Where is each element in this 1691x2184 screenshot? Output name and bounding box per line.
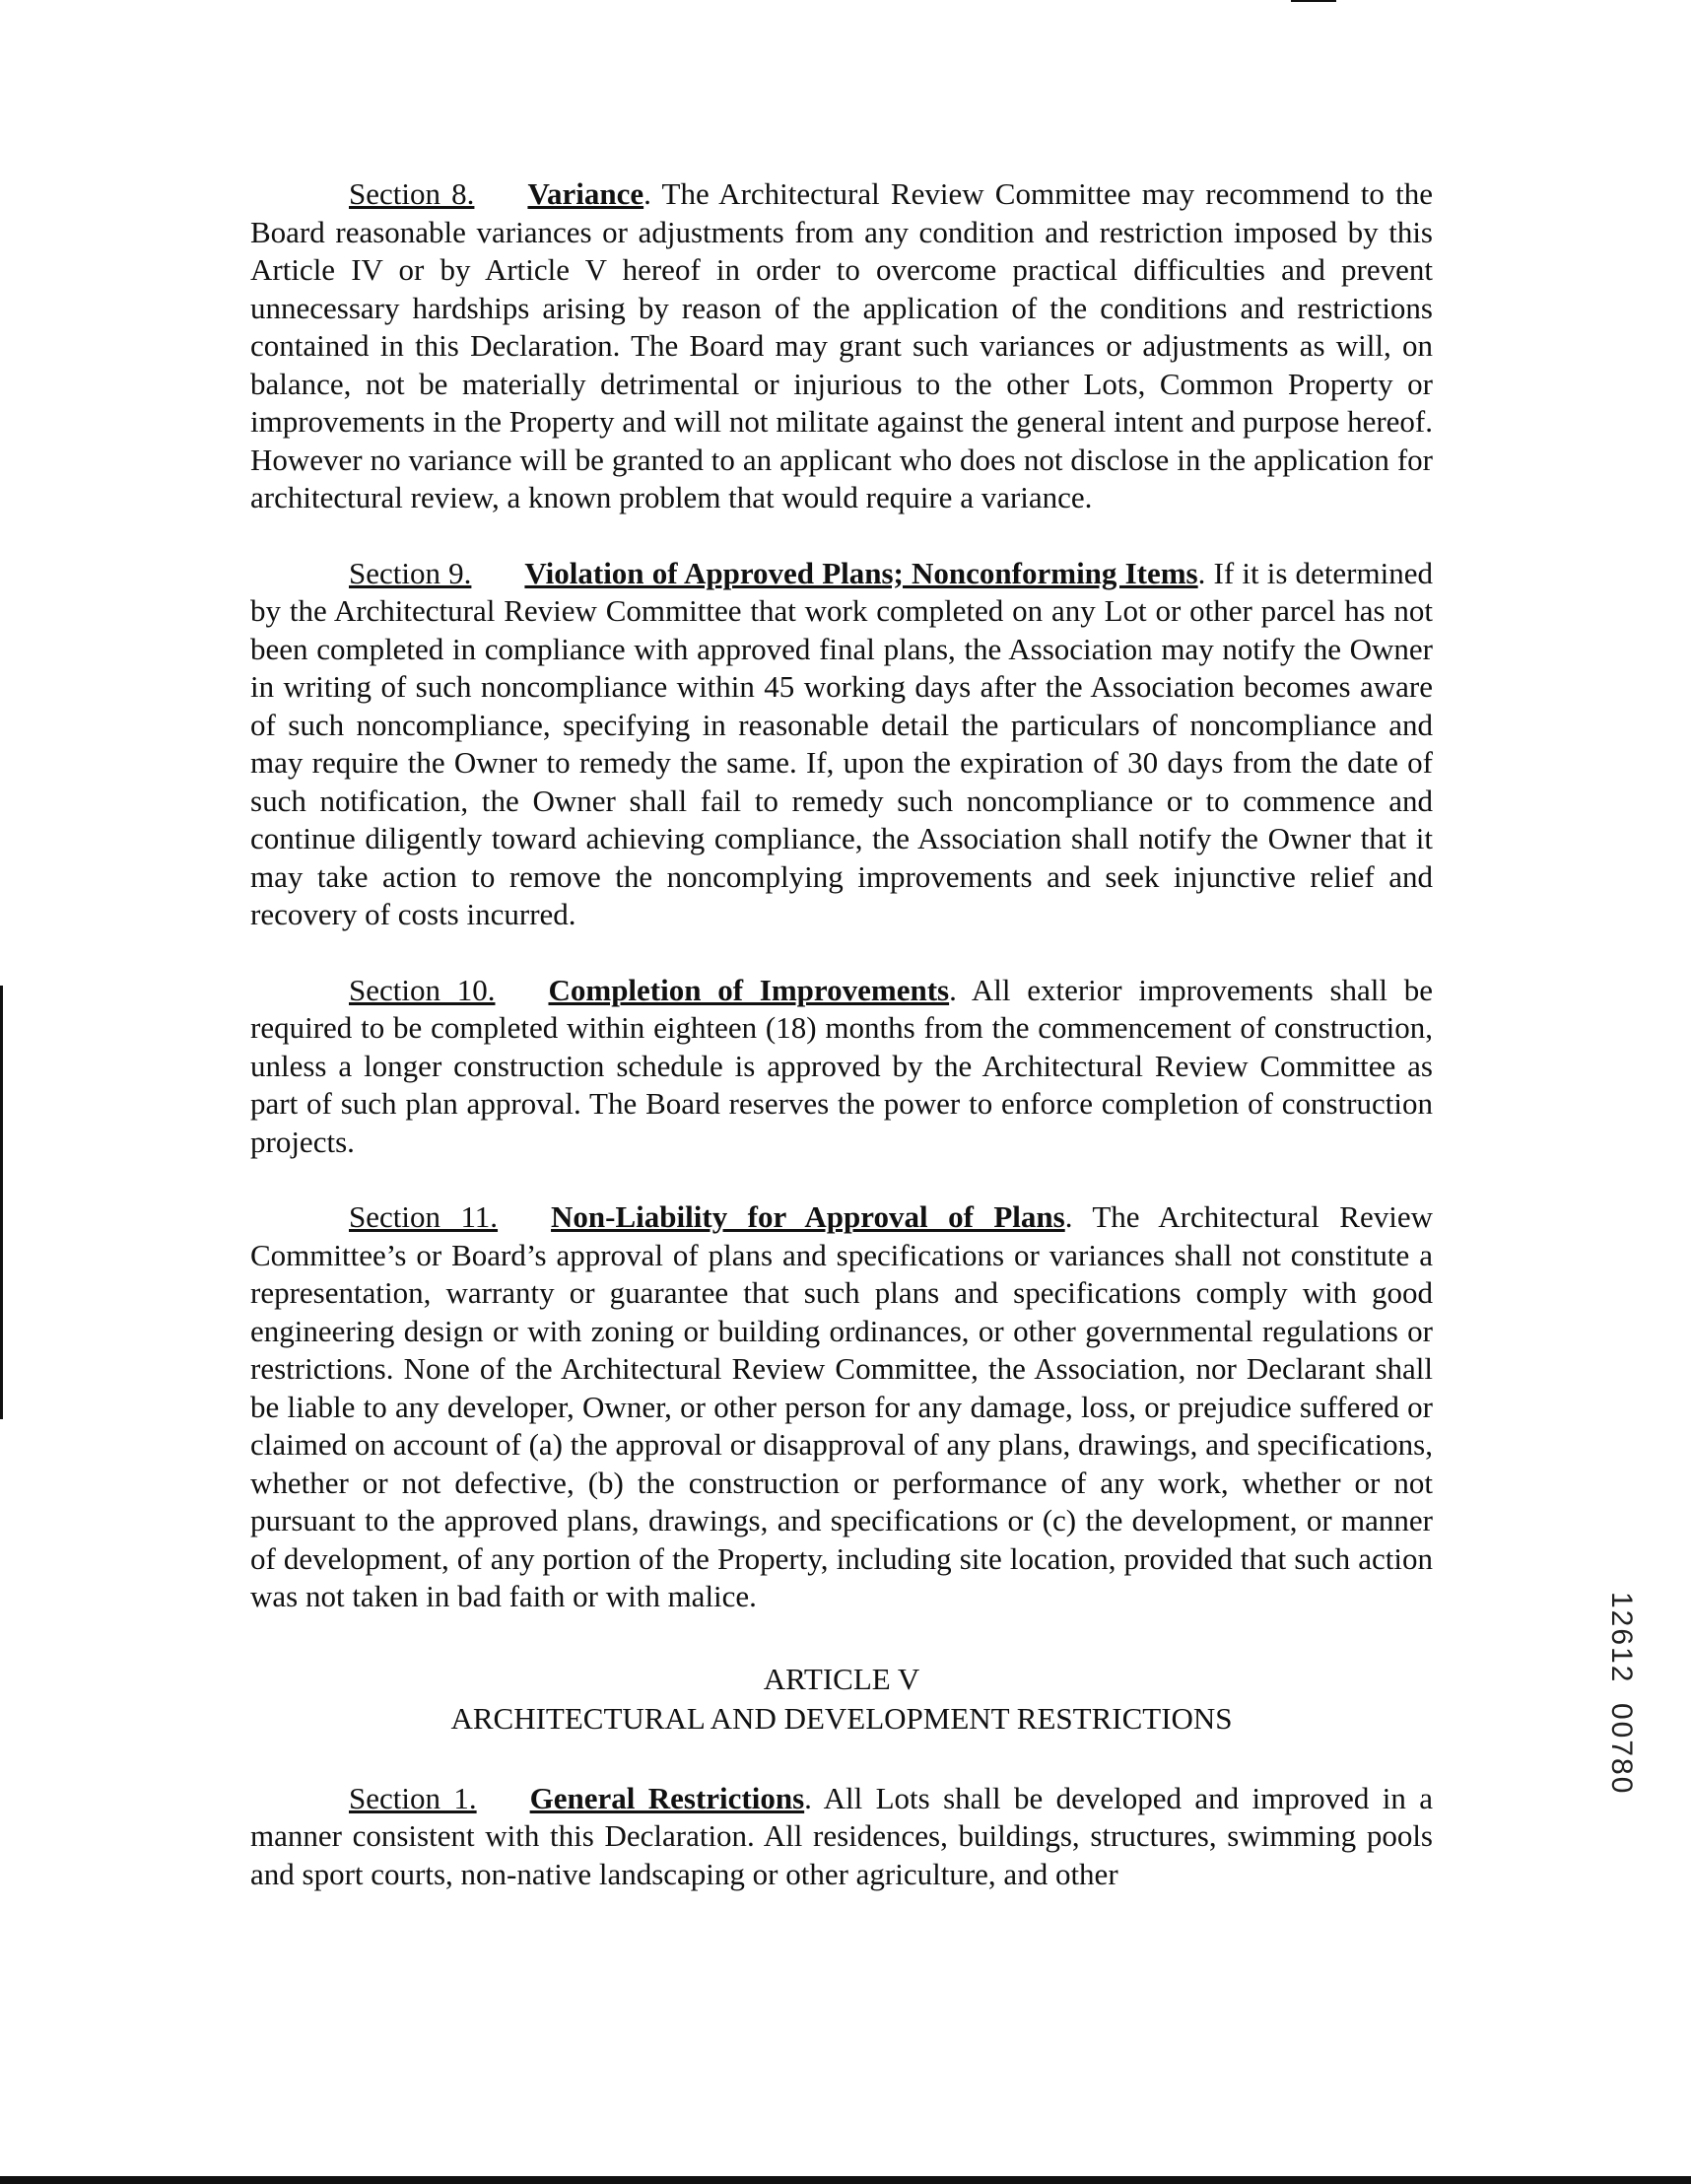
section-11 bbox=[250, 1198, 1433, 1616]
section-text: . All Lots shall be developed and improved in a manner consistent with this Declaration. All residences, buildings, structures, swimming pools and sport courts, non-native landscaping or other agriculture, and other bbox=[250, 1780, 1433, 1891]
bottom-edge-bar bbox=[0, 2176, 1691, 2184]
section-number: Section 8. bbox=[349, 176, 475, 211]
document-body bbox=[250, 175, 1433, 1931]
section-text: . The Architectural Review Committee’s or Board’s approval of plans and specifications or variances shall not constitute a representation, warranty or guarantee that such plans and specifications comply with good engineering design or with zoning or building ordinances, or other governmental regulations or restrictions. None of the Architectural Review Committee, the Association, nor Declarant shall be liable to any developer, Owner, or other person for any damage, loss, or prejudice suffered or claimed on account of (a) the approval or disapproval of any plans, drawings, and specifications, whether or not defective, (b) the construction or performance of any work, whether or not pursuant to the approved plans, drawings, and specifications or (c) the development, or manner of development, of any portion of the Property, including site location, provided that such action was not taken in bad faith or with malice. bbox=[250, 1199, 1433, 1613]
article-heading: ARTICLE V bbox=[763, 1661, 920, 1696]
section-text: . All exterior improvements shall be required to be completed within eighteen (18) months from the commencement of construction, unless a longer construction schedule is approved by the Architectural Review Committee as part of such plan approval. The Board reserves the power to enforce completion of construction projects. bbox=[250, 972, 1433, 1159]
section-number: Section 11. bbox=[349, 1199, 499, 1234]
section-number: Section 10. bbox=[349, 972, 496, 1007]
section-9 bbox=[250, 555, 1433, 934]
top-edge-mark bbox=[1291, 0, 1336, 2]
section-number: Section 1. bbox=[349, 1780, 477, 1815]
recording-stamp-page: 00780 bbox=[1605, 1703, 1638, 1796]
section-number: Section 9. bbox=[349, 555, 472, 590]
section-8 bbox=[250, 175, 1433, 517]
article-v-section-1 bbox=[250, 1780, 1433, 1894]
article-subheading: ARCHITECTURAL AND DEVELOPMENT RESTRICTIONS bbox=[450, 1700, 1233, 1736]
section-title: General Restrictions bbox=[529, 1780, 805, 1815]
section-10 bbox=[250, 972, 1433, 1162]
section-text: . If it is determined by the Architectural Review Committee that work completed on any Lot or other parcel has not been completed in compliance with approved final plans, the Association may notify the Owner in writing of such noncompliance within 45 working days after the Association becomes aware of such noncompliance, specifying in reasonable detail the particulars of noncompliance and may require the Owner to remedy the same. If, upon the expiration of 30 days from the date of such notification, the Owner shall fail to remedy such noncompliance or to commence and continue diligently toward achieving compliance, the Association shall notify the Owner that it may take action to remove the noncomplying improvements and seek injunctive relief and recovery of costs incurred. bbox=[250, 555, 1433, 931]
recording-stamp bbox=[1606, 1592, 1646, 1796]
section-title: Completion of Improvements bbox=[548, 972, 950, 1007]
section-title: Non-Liability for Approval of Plans bbox=[551, 1199, 1065, 1234]
section-text: . The Architectural Review Committee may recommend to the Board reasonable variances or adjustments from any condition and restriction imposed by this Article IV or by Article V hereof in order to overcome practical difficulties and prevent unnecessary hardships arising by reason of the application of the conditions and restrictions contained in this Declaration. The Board may grant such variances or adjustments as will, on balance, not be materially detrimental or injurious to the other Lots, Common Property or improvements in the Property and will not militate against the general intent and purpose hereof. However no variance will be granted to an applicant who does not disclose in the application for architectural review, a known problem that would require a variance. bbox=[250, 176, 1433, 514]
section-title: Violation of Approved Plans; Nonconforming Items bbox=[524, 555, 1198, 590]
section-title: Variance bbox=[527, 176, 644, 211]
article-heading-block bbox=[250, 1660, 1433, 1739]
recording-stamp-book: 12612 bbox=[1605, 1592, 1638, 1684]
left-edge-mark bbox=[0, 986, 3, 1419]
